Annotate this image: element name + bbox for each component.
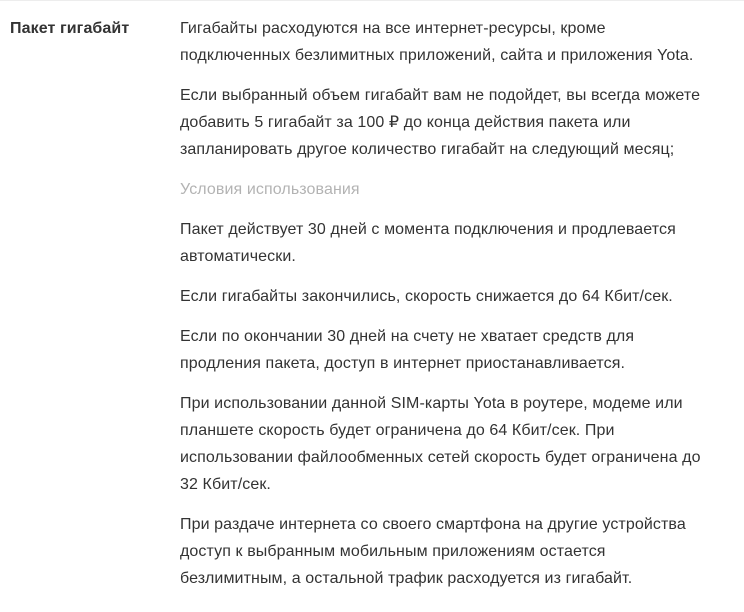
paragraph-tethering: При раздаче интернета со своего смартфона на другие устройства доступ к выбранным мобильным приложениям остается безлимитным, а остальной трафик расходуется из гигабайт. bbox=[180, 516, 686, 587]
paragraph-insufficient-funds: Если по окончании 30 дней на счету не хватает средств для продления пакета, доступ в интернет приостанавливается. bbox=[180, 328, 635, 372]
paragraph-add-gigabytes: Если выбранный объем гигабайт вам не подойдет, вы всегда можете добавить 5 гигабайт за 100 ₽ до конца действия пакета или запланировать другое количество гигабайт на следующий месяц; bbox=[180, 87, 701, 158]
paragraph-package-duration: Пакет действует 30 дней с момента подключения и продлевается автоматически. bbox=[180, 221, 676, 265]
terms-of-use-heading: Условия использования bbox=[180, 181, 360, 198]
paragraph-sim-in-router: При использовании данной SIM-карты Yota в роутере, модеме или планшете скорость будет ограничена до 64 Кбит/сек. При использовании файлообменных сетей скорость будет ограничена до 32 Кбит/сек. bbox=[180, 395, 701, 493]
paragraph-gigabytes-usage: Гигабайты расходуются на все интернет-ресурсы, кроме подключенных безлимитных приложений, сайта и приложения Yota. bbox=[180, 20, 694, 64]
row-title: Пакет гигабайт bbox=[10, 20, 130, 37]
row-title-cell bbox=[0, 15, 180, 592]
row-content-cell bbox=[180, 15, 725, 592]
paragraph-speed-reduction: Если гигабайты закончились, скорость снижается до 64 Кбит/сек. bbox=[180, 288, 673, 305]
